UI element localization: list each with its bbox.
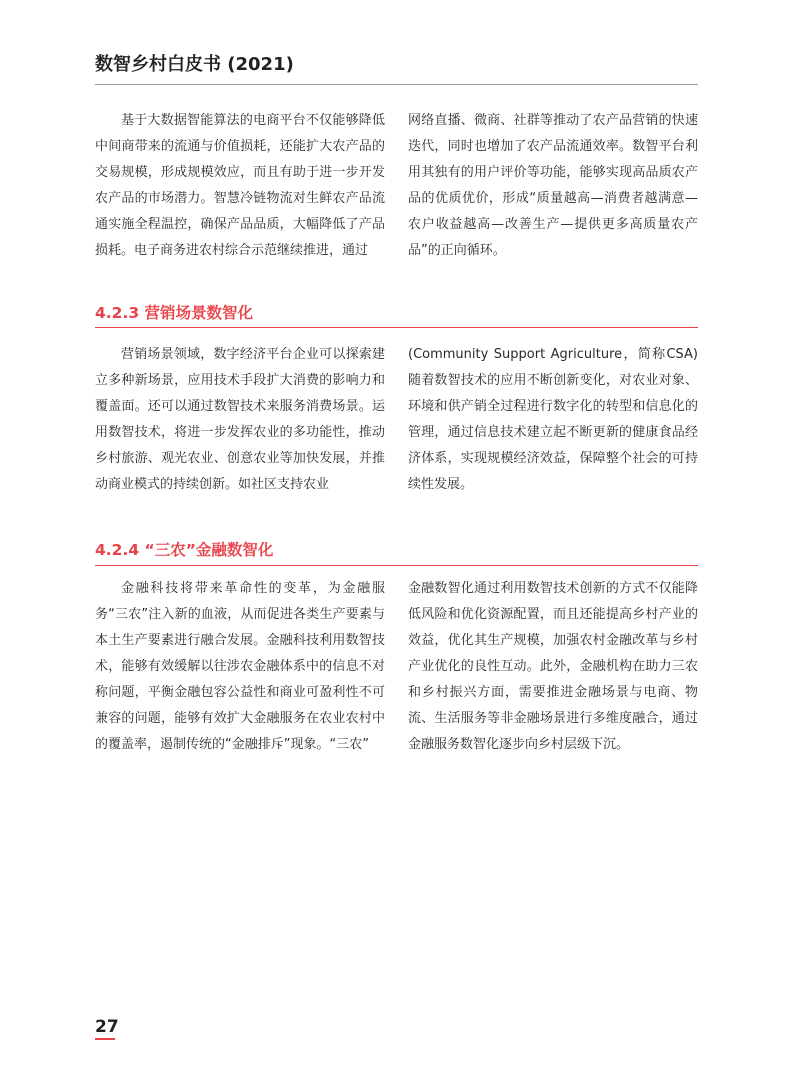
section-424-left-column (95, 576, 385, 758)
page-number: 27 (95, 1017, 119, 1037)
section-423-title: 4.2.3 营销场景数智化 (95, 304, 254, 322)
intro-paragraph-left: 基于大数据智能算法的电商平台不仅能够降低中间商带来的流通与价值损耗，还能扩大农产品的交易规模，形成规模效应，而且有助于进一步开发农产品的市场潜力。智慧冷链物流对生鲜农产品流通实施全程温控，确保产品品质，大幅降低了产品损耗。电子商务进农村综合示范继续推进，通过 (95, 113, 385, 258)
intro-paragraph-right: 网络直播、微商、社群等推动了农产品营销的快速迭代，同时也增加了农产品流通效率。数智平台利用其独有的用户评价等功能，能够实现高品质农产品的优质优价，形成“质量越高—消费者越满意—农户收益越高—改善生产—提供更多高质量农产品”的正向循环。 (408, 113, 698, 258)
section-423-text-block (95, 342, 698, 498)
intro-right-column (408, 108, 698, 264)
section-423-left-column (95, 342, 385, 498)
page-number-underline (95, 1038, 115, 1040)
section-424-divider (95, 565, 698, 566)
intro-text-block (95, 108, 698, 264)
section-424-text-block (95, 576, 698, 758)
header-divider (95, 84, 698, 85)
section-423-right-column (408, 342, 698, 498)
section-423-paragraph-left: 营销场景领域，数字经济平台企业可以探索建立多种新场景，应用技术手段扩大消费的影响力和覆盖面。还可以通过数智技术来服务消费场景。运用数智技术，将进一步发挥农业的多功能性，推动乡村旅游、观光农业、创意农业等加快发展，并推动商业模式的持续创新。如社区支持农业 (95, 347, 385, 492)
section-424-paragraph-right: 金融数智化通过利用数智技术创新的方式不仅能降低风险和优化资源配置，而且还能提高乡村产业的效益，优化其生产规模，加强农村金融改革与乡村产业优化的良性互动。此外，金融机构在助力三农和乡村振兴方面，需要推进金融场景与电商、物流、生活服务等非金融场景进行多维度融合，通过金融服务数智化逐步向乡村层级下沉。 (408, 581, 698, 752)
section-424-right-column (408, 576, 698, 758)
section-424-title: 4.2.4 “三农”金融数智化 (95, 541, 274, 559)
intro-left-column (95, 108, 385, 264)
section-424-paragraph-left: 金融科技将带来革命性的变革，为金融服务“三农”注入新的血液，从而促进各类生产要素与本土生产要素进行融合发展。金融科技利用数智技术，能够有效缓解以往涉农金融体系中的信息不对称问题，平衡金融包容公益性和商业可盈利性不可兼容的问题，能够有效扩大金融服务在农业农村中的覆盖率，遏制传统的“金融排斥”现象。“三农” (95, 581, 385, 752)
document-header-title: 数智乡村白皮书 (2021) (95, 54, 294, 75)
section-423-paragraph-right: (Community Support Agriculture，简称CSA)随着数智技术的应用不断创新变化，对农业对象、环境和供产销全过程进行数字化的转型和信息化的管理，通过信息技术建立起不断更新的健康食品经济体系，实现规模经济效益，保障整个社会的可持续性发展。 (408, 347, 698, 492)
section-423-divider (95, 327, 698, 328)
